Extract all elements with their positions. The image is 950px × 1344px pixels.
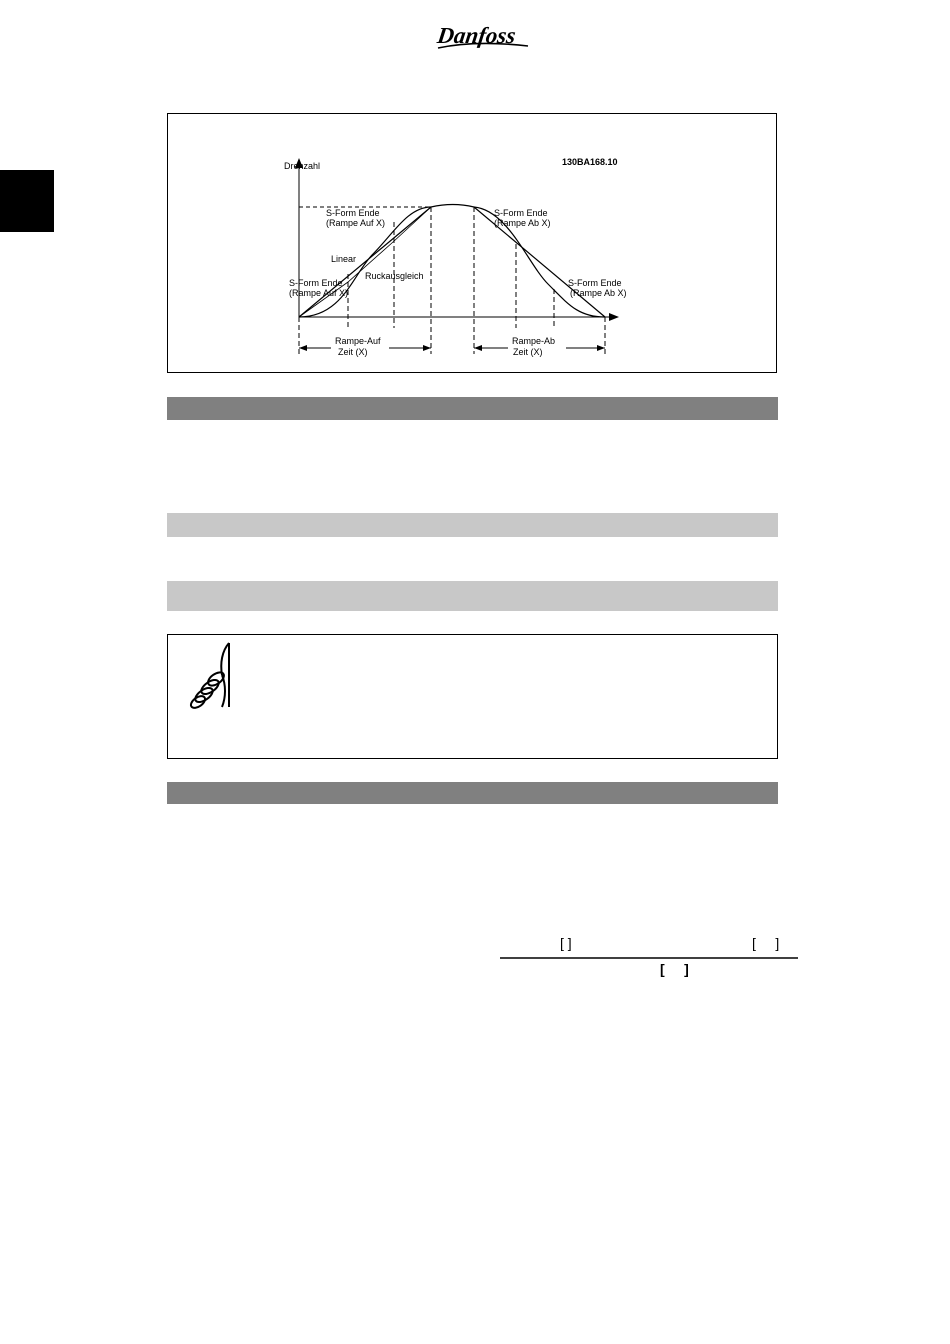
formula-bracket-1: [ ] xyxy=(560,935,572,951)
s-form-end-up-top-1: S-Form Ende xyxy=(326,208,380,218)
note-box xyxy=(167,634,778,759)
ramp-up-arrow-left xyxy=(299,345,307,351)
figure-code: 130BA168.10 xyxy=(562,157,618,167)
ramp-up-label-2: Zeit (X) xyxy=(338,347,368,357)
section-header-bar-2 xyxy=(167,513,778,537)
formula-bracket-2: [ ] xyxy=(752,935,780,951)
x-axis-arrow xyxy=(609,313,619,321)
s-form-end-down-top-1: S-Form Ende xyxy=(494,208,548,218)
s-form-end-down-top-2: (Rampe Ab X) xyxy=(494,218,551,228)
ramp-up-arrow-right xyxy=(423,345,431,351)
s-form-end-up-top-2: (Rampe Auf X) xyxy=(326,218,386,228)
section-header-bar-1 xyxy=(167,397,778,420)
ramp-down-arrow-right xyxy=(597,345,605,351)
formula-bracket-3: [ ] xyxy=(660,961,689,977)
s-form-end-down-bottom-2: (Rampe Ab X) xyxy=(570,288,627,298)
logo-text: Danfoss xyxy=(436,22,518,48)
ramp-down-label-1: Rampe-Ab xyxy=(512,336,556,346)
note-hand-icon xyxy=(182,641,252,721)
s-form-end-up-bottom-2: (Rampe Auf X) xyxy=(289,288,349,298)
ramp-figure xyxy=(167,113,777,373)
section-header-bar-3 xyxy=(167,581,778,611)
section-header-bar-4 xyxy=(167,782,778,804)
ramp-down-arrow-left xyxy=(474,345,482,351)
ruckausgleich-label: Ruckausgleich xyxy=(365,271,424,281)
linear-label: Linear xyxy=(331,254,357,264)
danfoss-logo xyxy=(436,18,532,54)
chapter-tab xyxy=(0,170,54,232)
y-axis-label: Drehzahl xyxy=(284,161,321,171)
ramp-down-label-2: Zeit (X) xyxy=(513,347,543,357)
plateau-curve xyxy=(431,205,474,208)
ramp-diagram xyxy=(168,114,778,374)
s-form-end-down-bottom-1: S-Form Ende xyxy=(568,278,622,288)
s-form-end-up-bottom-1: S-Form Ende xyxy=(289,278,343,288)
ramp-up-label-1: Rampe-Auf xyxy=(335,336,381,346)
formula-fragment xyxy=(500,934,798,980)
